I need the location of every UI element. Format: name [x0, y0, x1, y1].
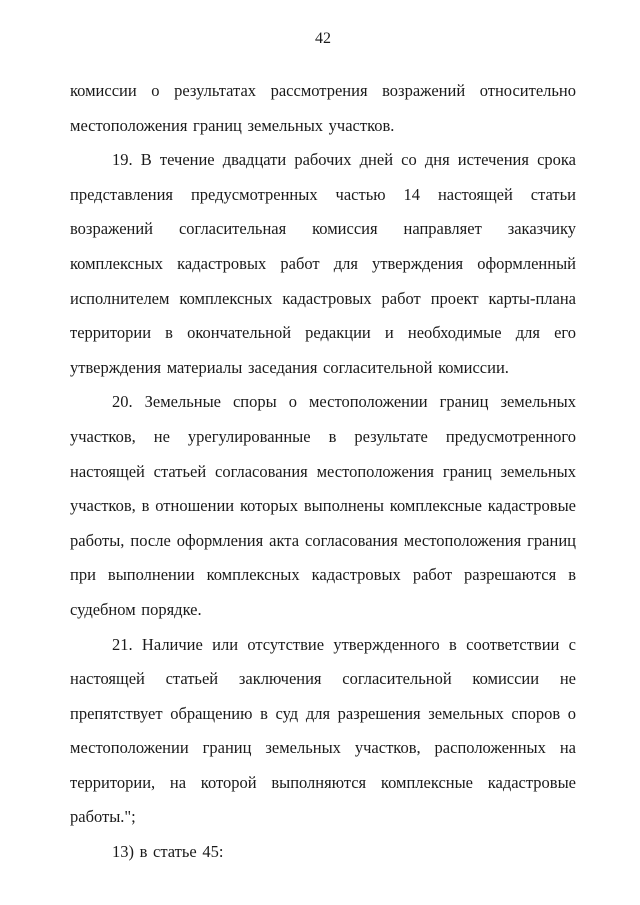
document-body: [70, 74, 576, 870]
paragraph-item-20: 20. Земельные споры о местоположении границ земельных участков, не урегулированные в результате предусмотренного настоящей статьей согласования местоположения границ земельных участков, в отношении которых выполнены комплексные кадастровые работы, после оформления акта согласования местоположения границ при выполнении комплексных кадастровых работ разрешаются в судебном порядке.: [70, 392, 576, 619]
paragraph-item-19: 19. В течение двадцати рабочих дней со дня истечения срока представления предусмотренных частью 14 настоящей статьи возражений согласительная комиссия направляет заказчику комплексных кадастровых работ для утверждения оформленный исполнителем комплексных кадастровых работ проект карты-плана территории в окончательной редакции и необходимые для его утверждения материалы заседания согласительной комиссии.: [70, 150, 576, 377]
paragraph-item-21: 21. Наличие или отсутствие утвержденного в соответствии с настоящей статьей заключения согласительной комиссии не препятствует обращению в суд для разрешения земельных споров о местоположении границ земельных участков, расположенных на территории, на которой выполняются комплексные кадастровые работы.";: [70, 634, 576, 827]
paragraph-clause-13: 13) в статье 45:: [112, 842, 224, 862]
page-number: 42: [315, 30, 331, 47]
paragraph-continuation: комиссии о результатах рассмотрения возражений относительно местоположения границ земельных участков.: [70, 81, 576, 135]
